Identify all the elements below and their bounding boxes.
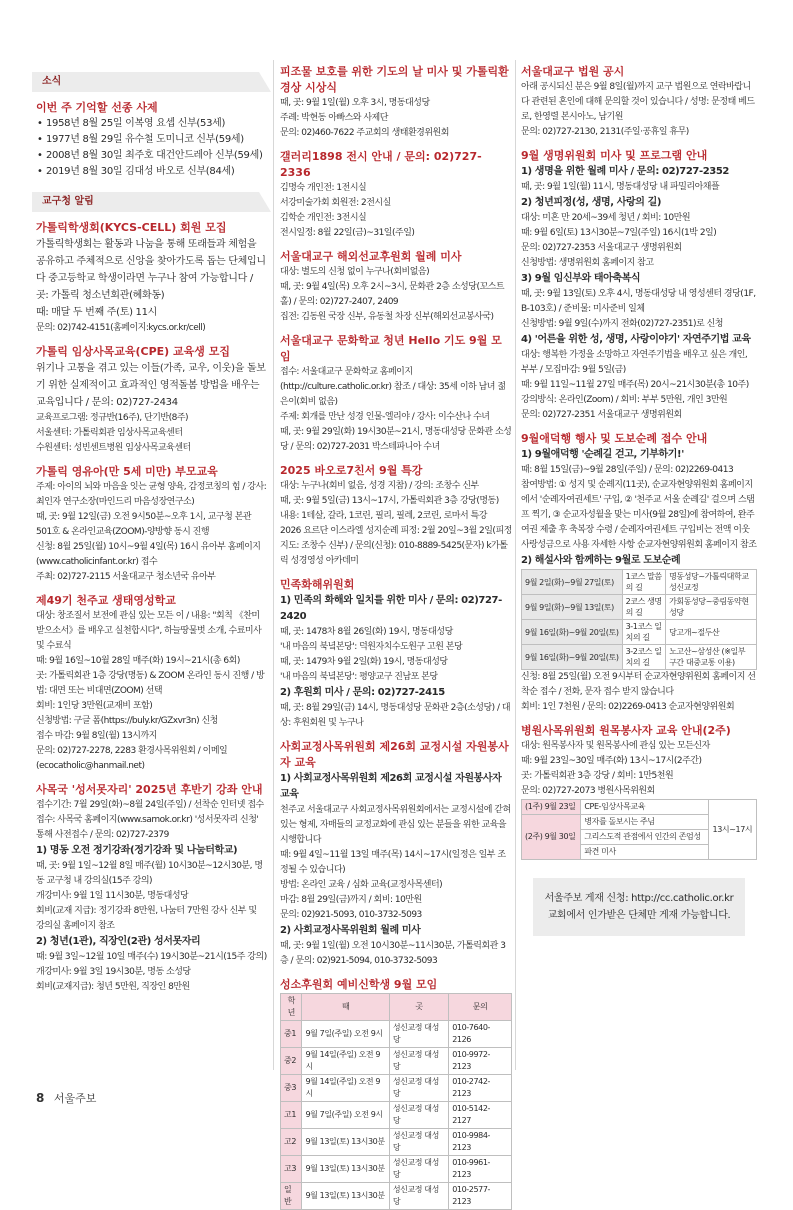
table-cell: 성신교정 대성당 bbox=[389, 1102, 448, 1129]
table-cell: 파견 미사 bbox=[581, 845, 708, 860]
court-title: 서울대교구 법원 공시 bbox=[521, 65, 625, 78]
table-cell: (2주) 9월 30일 bbox=[522, 815, 581, 860]
infant-body: 주제: 아이의 뇌와 마음을 잇는 균형 양육, 감정코칭의 힘 / 강사: 최인자 연구소장(마인드리 마음성장연구소) bbox=[36, 482, 267, 507]
life-3-apply: 신청방법: 9월 9일(수)까지 전화(02)727-2351)로 신청 bbox=[521, 319, 723, 329]
life-title: 9월 생명위원회 미사 및 프로그램 안내 bbox=[521, 149, 708, 162]
hello-theme: 주제: 회개를 만난 성경 인물-엘리야 / 강사: 이수산나 수녀 bbox=[280, 412, 490, 422]
table-cell: 고1 bbox=[281, 1102, 302, 1129]
prison-1-deadline: 마감: 8월 29일(금)까지 / 회비: 10만원 bbox=[280, 895, 422, 905]
eco-body: 대상: 창조질서 보전에 관심 있는 모든 이 / 내용: "회칙 《찬미받으소서》를 배우고 실천합시다", 하늘땅물벗 소개, 수료미사 및 수료식 bbox=[36, 611, 262, 651]
table-cell: 010-9972-2123 bbox=[449, 1048, 512, 1075]
list-item: • 2019년 8월 30일 김대성 바오로 신부(84세) bbox=[36, 164, 267, 180]
hello-title: 서울대교구 문화학교 청년 Hello 기도 9월 모임 bbox=[280, 334, 502, 363]
bible-title: 2025 바오로7친서 9월 특강 bbox=[280, 464, 423, 477]
table-header: 문의 bbox=[449, 994, 512, 1021]
gallery-3: 김학순 개인전: 3전시실 bbox=[280, 213, 367, 223]
samok-s1: 1) 명동 오전 정기강좌(정기강좌 및 나눔터학교) bbox=[36, 845, 238, 856]
eco-title: 제49기 천주교 생태영성학교 bbox=[36, 594, 176, 607]
infant-apply: 신청: 8월 25일(월) 10시~9월 4일(목) 16시 유아부 홈페이지(www.catholicinfant.or.kr) 접수 bbox=[36, 542, 261, 567]
hello-apply: 접수: 서울대교구 문화학교 홈페이지(http://culture.catholic.or.kr) 참조 / 대상: 35세 이하 남녀 젊은이(회비 없음) bbox=[280, 367, 506, 407]
table-cell: 9월 13일(토) 13시30분 bbox=[302, 1183, 389, 1210]
table-header-row bbox=[281, 994, 512, 1021]
section-band-news: 소식 bbox=[32, 72, 271, 92]
notice-line: 서울주보 게재 신청: http://cc.catholic.or.kr bbox=[544, 893, 734, 904]
hospital-contact: 문의: 02)727-2073 병원사목위원회 bbox=[521, 786, 655, 796]
bible-content: 내용: 1테살, 갈라, 1코린, 필리, 필레, 2코린, 로마서 특강 bbox=[280, 511, 487, 521]
infant-time: 때, 곳: 9월 12일(금) 오전 9시50분~오후 1시, 교구청 본관 501호 & 온라인교육(ZOOM)-양방향 동시 진행 bbox=[36, 512, 252, 537]
creation-time: 때, 곳: 9월 1일(월) 오후 3시, 명동대성당 bbox=[280, 98, 430, 108]
court-contact: 문의: 02)727-2130, 2131(주일·공휴일 휴무) bbox=[521, 127, 689, 137]
table-cell: 고3 bbox=[281, 1156, 302, 1183]
infant-title: 가톨릭 영유아(만 5세 미만) 부모교육 bbox=[36, 465, 218, 478]
hospital-title: 병원사목위원회 원목봉사자 교육 안내(2주) bbox=[521, 724, 731, 737]
court-body: 아래 공시되신 분은 9월 8일(월)까지 교구 법원으로 연락바랍니다 관련된 혼인에 대해 문의할 것이 있습니다 / 성명: 문정태 베드로, 한영렬 본시아노, 남기원 bbox=[521, 82, 755, 122]
table-cell: 병자를 돌보시는 주님 bbox=[581, 815, 708, 830]
table-cell: 중1 bbox=[281, 1021, 302, 1048]
table-header: 학년 bbox=[281, 994, 302, 1021]
table-row bbox=[522, 800, 757, 815]
samok-s2: 2) 청년(1관), 직장인(2관) 성서못자리 bbox=[36, 936, 201, 947]
table-row bbox=[281, 1075, 512, 1102]
infant-host: 주최: 02)727-2115 서울대교구 청소년국 유아부 bbox=[36, 572, 216, 582]
minjok-2-time: 때, 곳: 8월 29일(금) 14시, 명동대성당 문화관 2층(소성당) / 대상: 후원회원 및 누구나 bbox=[280, 703, 511, 728]
list-item: • 1977년 8월 29일 유수철 도미니코 신부(59세) bbox=[36, 132, 267, 148]
life-3-time: 때, 곳: 9월 13일(토) 오후 4시, 명동대성당 내 영성센터 경당(1F, B-103호) / 준비물: 미사준비 일체 bbox=[521, 289, 756, 314]
table-cell: (1주) 9월 23일 bbox=[522, 800, 581, 815]
table-cell: 3-1코스 일치의 길 bbox=[622, 620, 665, 645]
gallery-1: 김명숙 개인전: 1전시실 bbox=[280, 183, 367, 193]
table-cell: 성신교정 대성당 bbox=[389, 1183, 448, 1210]
table-row bbox=[281, 1183, 512, 1210]
prison-1: 1) 사회교정사목위원회 제26회 교정시설 자원봉사자 교육 bbox=[280, 773, 502, 800]
life-4-target: 대상: 행복한 가정을 소망하고 자연주기법을 배우고 싶은 개인, 부부 / 모집마감: 9월 5일(금) bbox=[521, 350, 748, 375]
kycs-contact: 문의: 02)742-4151(홈페이지:kycs.or.kr/cell) bbox=[36, 323, 206, 333]
table-cell: 9월 14일(주일) 오전 9시 bbox=[302, 1075, 389, 1102]
overseas-host: 집전: 김동원 국장 신부, 유동철 차장 신부(해외선교봉사국) bbox=[280, 312, 494, 322]
samok-s2-fee: 회비(교재지급): 청년 5만원, 직장인 8만원 bbox=[36, 982, 190, 992]
table-row bbox=[522, 595, 757, 620]
column-divider bbox=[273, 60, 274, 1070]
table-cell: 성신교정 대성당 bbox=[389, 1021, 448, 1048]
sponsor-table bbox=[280, 993, 512, 1210]
hospital-table bbox=[521, 799, 757, 860]
eco-place: 곳: 가톨릭회관 1층 강당(명동) & ZOOM 온라인 동시 진행 / 방법: 대면 또는 비대면(ZOOM) 선택 bbox=[36, 671, 265, 696]
publication-name: 서울주보 bbox=[53, 1092, 97, 1105]
table-cell: 010-2742-2123 bbox=[449, 1075, 512, 1102]
deceased-list bbox=[36, 116, 267, 180]
table-cell: 성신교정 대성당 bbox=[389, 1075, 448, 1102]
table-cell: 010-7640-2126 bbox=[449, 1021, 512, 1048]
table-cell: 고2 bbox=[281, 1129, 302, 1156]
cpe-seoul: 서울센터: 가톨릭회관 임상사목교육센터 bbox=[36, 428, 183, 438]
table-cell: 성신교정 대성당 bbox=[389, 1156, 448, 1183]
eco-contact: 문의: 02)727-2278, 2283 환경사목위원회 / 이메일 (ecocatholic@hanmail.net) bbox=[36, 746, 228, 771]
page-number: 8 bbox=[36, 1091, 45, 1105]
life-4-time: 때: 9월 11일~11월 27일 매주(목) 20시~21시30분(총 10주) bbox=[521, 380, 749, 390]
life-1-time: 때, 곳: 9월 1일(월) 11시, 명동대성당 내 파밀리아채플 bbox=[521, 182, 720, 192]
life-2: 2) 청년피정(성, 생명, 사랑의 길) bbox=[521, 197, 662, 208]
minjok-1-time2: 때, 곳: 1479차 9월 2일(화) 19시, 명동대성당 bbox=[280, 657, 448, 667]
samok-apply: 접수기간: 7월 29일(화)~8월 24일(주일) / 선착순 인터넷 접수 bbox=[36, 800, 264, 810]
gallery-2: 서강미술가회 회원전: 2전시실 bbox=[280, 198, 391, 208]
table-cell: 9월 9일(화)~9월 13일(토) bbox=[522, 595, 623, 620]
table-cell: 1코스 말씀의 길 bbox=[622, 570, 665, 595]
table-cell: 9월 16일(화)~9월 20일(토) bbox=[522, 645, 623, 670]
hospital-place: 곳: 가톨릭회관 3층 강당 / 회비: 1만5천원 bbox=[521, 771, 674, 781]
table-cell: 일반 bbox=[281, 1183, 302, 1210]
table-row bbox=[522, 620, 757, 645]
column-middle bbox=[280, 60, 512, 1210]
table-cell: 9월 2일(화)~9월 27일(토) bbox=[522, 570, 623, 595]
table-cell: 9월 14일(주일) 오전 9시 bbox=[302, 1048, 389, 1075]
gallery-period: 전시일정: 8월 22일(금)~31일(주일) bbox=[280, 228, 415, 238]
table-row bbox=[281, 1021, 512, 1048]
table-cell: 010-9984-2123 bbox=[449, 1129, 512, 1156]
column-divider bbox=[515, 60, 516, 1070]
sponsor-title: 성소후원회 예비신학생 9월 모임 bbox=[280, 978, 438, 991]
table-cell: 9월 7일(주일) 오전 9시 bbox=[302, 1102, 389, 1129]
overseas-target: 대상: 별도의 신청 없이 누구나(회비없음) bbox=[280, 267, 430, 277]
table-row bbox=[281, 1102, 512, 1129]
life-4: 4) '어른을 위한 성, 생명, 사랑이야기' 자연주기법 교육 bbox=[521, 334, 751, 345]
life-4-contact: 문의: 02)727-2351 서울대교구 생명위원회 bbox=[521, 410, 682, 420]
table-cell: 그리스도적 관점에서 인간의 존엄성 bbox=[581, 830, 708, 845]
kycs-time: 때: 매달 두 번째 주(토) 11시 bbox=[36, 307, 158, 318]
cpe-period: 교육프로그램: 정규반(16주), 단기반(8주) bbox=[36, 413, 189, 423]
table-cell: 9월 13일(토) 13시30분 bbox=[302, 1156, 389, 1183]
overseas-title: 서울대교구 해외선교후원회 월례 미사 bbox=[280, 250, 462, 263]
table-row bbox=[281, 1129, 512, 1156]
life-4-fee: 강의방식: 온라인(Zoom) / 회비: 부부 5만원, 개인 3만원 bbox=[521, 395, 728, 405]
table-cell: 성신교정 대성당 bbox=[389, 1129, 448, 1156]
page-footer bbox=[36, 1090, 96, 1106]
hospital-target: 대상: 원목봉사자 및 원목봉사에 관심 있는 모든신자 bbox=[521, 741, 710, 751]
table-row bbox=[281, 1048, 512, 1075]
list-item: • 2008년 8월 30일 최주호 대건안드레아 신부(59세) bbox=[36, 148, 267, 164]
kycs-title: 가톨릭학생회(KYCS-CELL) 회원 모집 bbox=[36, 221, 227, 234]
table-cell: 3-2코스 일치의 길 bbox=[622, 645, 665, 670]
life-1: 1) 생명을 위한 월례 미사 / 문의: 02)727-2352 bbox=[521, 166, 729, 177]
creation-title: 피조물 보호를 위한 기도의 날 미사 및 가톨릭환경상 시상식 bbox=[280, 65, 509, 94]
life-2-target: 대상: 미혼 만 20세~39세 청년 / 회비: 10만원 bbox=[521, 213, 691, 223]
pilgrim-apply: 신청: 8월 25일(월) 오전 9시부터 순교자현양위원회 홈페이지 선착순 접수 / 전화, 문자 접수 받지 않습니다 bbox=[521, 672, 756, 697]
table-cell: 2코스 생명의 길 bbox=[622, 595, 665, 620]
gallery-title: 갤러리1898 전시 안내 / 문의: 02)727-2336 bbox=[280, 150, 482, 179]
bible-target: 대상: 누구나(회비 없음, 성경 지참) / 강의: 조창수 신부 bbox=[280, 481, 479, 491]
eco-fee: 회비: 1인당 3만원(교재비 포함) bbox=[36, 701, 153, 711]
eco-deadline: 접수 마감: 9월 8일(월) 13시까지 bbox=[36, 731, 157, 741]
pilgrim-2: 2) 해설사와 함께하는 9월로 도보순례 bbox=[521, 555, 681, 566]
table-cell: 010-9961-2123 bbox=[449, 1156, 512, 1183]
table-row bbox=[522, 645, 757, 670]
table-cell: 중3 bbox=[281, 1075, 302, 1102]
prison-2: 2) 사회교정사목위원회 월례 미사 bbox=[280, 925, 421, 936]
creation-host: 주례: 박현동 아빠스와 사제단 bbox=[280, 113, 388, 123]
eco-time: 때: 9월 16일~10월 28일 매주(화) 19시~21시(총 6회) bbox=[36, 656, 240, 666]
creation-contact: 문의: 02)460-7622 주교회의 생태환경위원회 bbox=[280, 128, 449, 138]
table-cell: 명동성당~가톨릭대학교 성신교정 bbox=[666, 570, 757, 595]
pilgrim-title: 9월애덕행 행사 및 도보순례 접수 안내 bbox=[521, 432, 708, 445]
walk-table bbox=[521, 569, 757, 670]
life-2-apply: 신청방법: 생명위원회 홈페이지 참고 bbox=[521, 258, 654, 268]
pilgrim-fee: 회비: 1인 7천원 / 문의: 02)2269-0413 순교자현양위원회 bbox=[521, 702, 735, 712]
table-cell: 중2 bbox=[281, 1048, 302, 1075]
table-cell: 가회동성당~중림동약현성당 bbox=[666, 595, 757, 620]
hello-time: 때, 곳: 9월 29일(화) 19시30분~21시, 명동대성당 문화관 소성당 / 문의: 02)727-2031 박스테파니아 수녀 bbox=[280, 427, 512, 452]
life-2-contact: 문의: 02)727-2353 서울대교구 생명위원회 bbox=[521, 243, 682, 253]
overseas-time: 때, 곳: 9월 4일(목) 오후 2시~3시, 문화관 2층 소성당(꼬스트홀) / 문의: 02)727-2407, 2409 bbox=[280, 282, 505, 307]
table-row bbox=[281, 1156, 512, 1183]
minjok-title: 민족화해위원회 bbox=[280, 578, 355, 591]
bible-next: 2026 요르단 이스라엘 성지순례 피정: 2월 20일~3월 2일(피정 지도: 조창수 신부) / 문의(신청): 010-8889-5425(문자) k가톨릭 성경영성 아카데미 bbox=[280, 526, 512, 566]
section-band-notice: 교구청 알림 bbox=[32, 192, 271, 212]
table-cell: 성신교정 대성당 bbox=[389, 1048, 448, 1075]
minjok-2: 2) 후원회 미사 / 문의: 02)727-2415 bbox=[280, 687, 445, 698]
samok-title: 사목국 '성서못자리' 2025년 후반기 강좌 안내 bbox=[36, 783, 263, 796]
samok-s1-open: 개강미사: 9월 1일 11시30분, 명동대성당 bbox=[36, 891, 189, 901]
table-cell: 9월 7일(주일) 오전 9시 bbox=[302, 1021, 389, 1048]
samok-site: 접수: 사목국 홈페이지(www.samok.or.kr) '성서못자리 신청' 통해 사전접수 / 문의: 02)727-2379 bbox=[36, 815, 259, 840]
table-cell: 당고개~절두산 bbox=[666, 620, 757, 645]
prison-title: 사회교정사목위원회 제26회 교정시설 자원봉사자 교육 bbox=[280, 740, 509, 769]
notice-line: 교회에서 인가받은 단체만 게재 가능합니다. bbox=[547, 910, 731, 921]
samok-s1-fee: 회비(교재 지급): 정기강좌 8만원, 나눔터 7만원 강사 신부 및 강의실 홈페이지 참조 bbox=[36, 906, 257, 931]
minjok-1b: '내 마음의 북녘본당': 덕원자치수도원구 고원 본당 bbox=[280, 642, 463, 652]
bible-time: 때, 곳: 9월 5일(금) 13시~17시, 가톨릭회관 3층 강당(명동) bbox=[280, 496, 499, 506]
table-cell: 010-5142-2127 bbox=[449, 1102, 512, 1129]
prison-1-apply: 방법: 온라인 교육 / 심화 교육(교정사목센터) bbox=[280, 880, 443, 890]
table-cell: CPE-임상사목교육 bbox=[581, 800, 708, 815]
table-row bbox=[522, 570, 757, 595]
prison-1-time: 때: 9월 4일~11월 13일 매주(목) 14시~17시(일정은 일부 조정될 수 있습니다) bbox=[280, 850, 506, 875]
column-right bbox=[521, 60, 757, 936]
samok-s1-time: 때, 곳: 9월 1일~12월 8일 매주(월) 10시30분~12시30분, 명동 교구청 내 강의실(15주 강의) bbox=[36, 861, 263, 886]
table-header: 곳 bbox=[389, 994, 448, 1021]
column-left bbox=[36, 60, 267, 995]
table-cell: 노고산~삼성산 (※일부 구간 대중교통 이용) bbox=[666, 645, 757, 670]
table-header: 때 bbox=[302, 994, 389, 1021]
minjok-1c: '내 마음의 북녘본당': 평양교구 진남포 본당 bbox=[280, 672, 438, 682]
table-cell: 13시~17시 bbox=[708, 800, 756, 860]
minjok-1: 1) 민족의 화해와 일치를 위한 미사 / 문의: 02)727-2420 bbox=[280, 595, 502, 622]
prison-2-time: 때, 곳: 9월 1일(월) 오전 10시30분~11시30분, 가톨릭회관 3층 / 문의: 02)921-5094, 010-3732-5093 bbox=[280, 941, 506, 966]
hospital-time: 때: 9월 23일~30일 매주(화) 13시~17시(2주간) bbox=[521, 756, 702, 766]
life-2-time: 때: 9월 6일(토) 13시30분~7일(주일) 16시(1박 2일) bbox=[521, 228, 717, 238]
submission-notice bbox=[533, 878, 745, 936]
pilgrim-1-body: 참여방법: ① 성지 및 순례지(11곳), 순교자현양위원회 홈페이지에서 '순례자여권세트' 구입, ② '천주교 서울 순례길' 걸으며 스탬프 찍기, ③ 순교자성월을 맞는 미사(9월 28일)에 참여하여, 완주여권 제출 후 축복장 수령 / 순례자여권세트 구입비는 전액 이웃사랑성금으로 사용 자세한 사항 순교자현양위원회 홈페이지 참조 bbox=[521, 480, 757, 550]
cpe-suwon: 수원센터: 성빈센트병원 임상사목교육센터 bbox=[36, 443, 191, 453]
prison-1-body: 천주교 서울대교구 사회교정사목위원회에서는 교정시설에 갇혀있는 형제, 자매들의 교정교화에 관심 있는 분들을 위한 교육을 시행합니다 bbox=[280, 805, 511, 845]
pilgrim-1-time: 때: 8월 15일(금)~9월 28일(주일) / 문의: 02)2269-0413 bbox=[521, 465, 734, 475]
pilgrim-1: 1) 9월애덕행 '순례길 걷고, 기부하기!' bbox=[521, 449, 684, 460]
table-cell: 9월 16일(화)~9월 20일(토) bbox=[522, 620, 623, 645]
minjok-1-time: 때, 곳: 1478차 8월 26일(화) 19시, 명동대성당 bbox=[280, 627, 453, 637]
samok-s2-time: 때: 9월 3일~12월 10일 매주(수) 19시30분~21시(15주 강의) bbox=[36, 952, 267, 962]
prison-1-contact: 문의: 02)921-5093, 010-3732-5093 bbox=[280, 910, 422, 920]
kycs-body: 가톨릭학생회는 활동과 나눔을 통해 또래들과 체험을 공유하고 주체적으로 신앙을 찾아가도록 돕는 단체입니다 중고등학교 학생이라면 누구나 참여 가능합니다 / 곳: 가톨릭 청소년회관(혜화동) bbox=[36, 239, 266, 301]
eco-apply: 신청방법: 구글 폼(https://buly.kr/GZxvr3n) 신청 bbox=[36, 716, 218, 726]
life-3: 3) 9월 임신부와 태아축복식 bbox=[521, 273, 641, 284]
deceased-title: 이번 주 기억할 선종 사제 bbox=[36, 101, 158, 114]
list-item: • 1958년 8월 25일 이복영 요셉 신부(53세) bbox=[36, 116, 267, 132]
cpe-title: 가톨릭 임상사목교육(CPE) 교육생 모집 bbox=[36, 345, 230, 358]
samok-s2-open: 개강미사: 9월 3일 19시30분, 명동 소성당 bbox=[36, 967, 191, 977]
table-cell: 010-2577-2123 bbox=[449, 1183, 512, 1210]
cpe-body: 위기나 고통을 겪고 있는 이들(가족, 교우, 이웃)을 돌보기 위한 실제적이고 효과적인 영적돌봄 방법을 배우는 교육입니다 / 문의: 02)727-2434 bbox=[36, 363, 266, 408]
table-cell: 9월 13일(토) 13시30분 bbox=[302, 1129, 389, 1156]
